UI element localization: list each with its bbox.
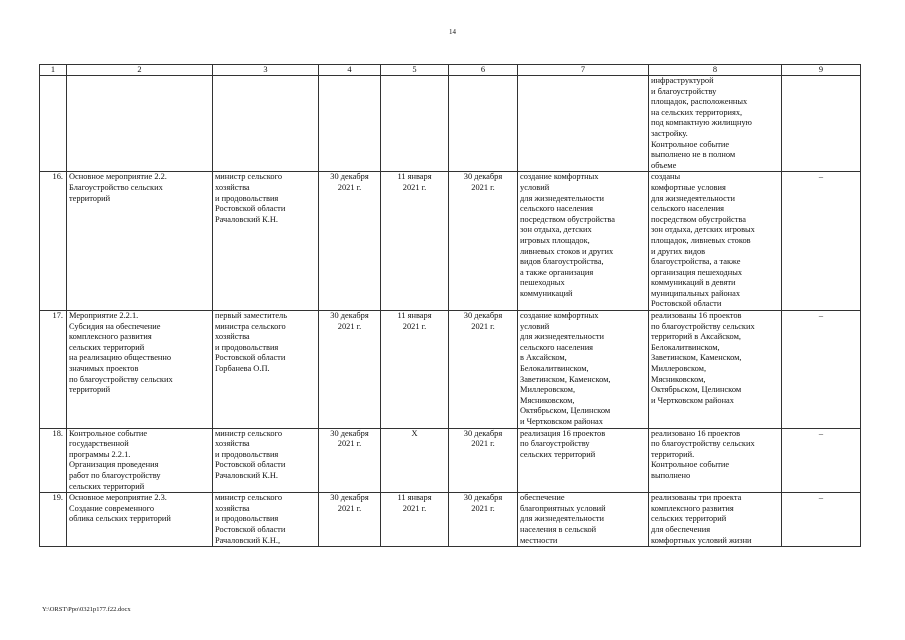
header-cell: 1 (40, 65, 67, 76)
responsible-person-cell (213, 76, 319, 172)
actual-result-cell: созданы комфортные условия для жизнедеятельности сельского населения посредством обустройства зон отдыха, детских игровых площадок, ливневых стоков и других видов благоустройства, а также организация пешеходных коммуникаций в девяти муниципальных районах Ростовской области (649, 172, 782, 311)
planned-result-cell: создание комфортных условий для жизнедеятельности сельского населения в Аксайском, Белокалитвинском, Заветинском, Каменском, Миллеровском, Мясниковском, Октябрьском, Целинском и Чертковском районах (518, 311, 649, 429)
actual-end-date-cell: 30 декабря 2021 г. (449, 172, 518, 311)
header-cell: 3 (213, 65, 319, 76)
planned-end-date-cell: 30 декабря 2021 г. (319, 493, 381, 547)
header-row (40, 65, 861, 76)
activity-name-cell: Основное мероприятие 2.3. Создание современного облика сельских территорий (67, 493, 213, 547)
actual-end-date-cell: 30 декабря 2021 г. (449, 493, 518, 547)
header-cell: 4 (319, 65, 381, 76)
actual-start-date-cell (381, 76, 449, 172)
row-number-cell: 16. (40, 172, 67, 311)
row-number-cell (40, 76, 67, 172)
activity-name-cell: Контрольное событие государственной программы 2.2.1. Организация проведения работ по благоустройству сельских территорий (67, 428, 213, 493)
actual-start-date-cell: 11 января 2021 г. (381, 493, 449, 547)
activity-name-cell (67, 76, 213, 172)
actual-end-date-cell: 30 декабря 2021 г. (449, 311, 518, 429)
file-path-footer: Y:\ORST\Ppo\0321p177.f22.docx (42, 606, 131, 613)
actual-start-date-cell: 11 января 2021 г. (381, 311, 449, 429)
planned-end-date-cell (319, 76, 381, 172)
problems-cell: – (782, 493, 861, 547)
table-row (40, 311, 861, 429)
planned-end-date-cell: 30 декабря 2021 г. (319, 172, 381, 311)
actual-start-date-cell: 11 января 2021 г. (381, 172, 449, 311)
actual-result-cell: реализованы три проекта комплексного развития сельских территорий для обеспечения комфортных условий жизни (649, 493, 782, 547)
actual-end-date-cell: 30 декабря 2021 г. (449, 428, 518, 493)
header-cell: 7 (518, 65, 649, 76)
responsible-person-cell: министр сельского хозяйства и продовольствия Ростовской области Рачаловский К.Н. (213, 172, 319, 311)
header-cell: 8 (649, 65, 782, 76)
actual-start-date-cell: Х (381, 428, 449, 493)
header-cell: 5 (381, 65, 449, 76)
planned-result-cell: обеспечение благоприятных условий для жизнедеятельности населения в сельской местности (518, 493, 649, 547)
header-cell: 9 (782, 65, 861, 76)
problems-cell (782, 76, 861, 172)
actual-end-date-cell (449, 76, 518, 172)
responsible-person-cell: министр сельского хозяйства и продовольствия Ростовской области Рачаловский К.Н. (213, 428, 319, 493)
problems-cell: – (782, 172, 861, 311)
row-number-cell: 18. (40, 428, 67, 493)
actual-result-cell: реализовано 16 проектов по благоустройству сельских территорий. Контрольное событие выполнено (649, 428, 782, 493)
activity-name-cell: Мероприятие 2.2.1. Субсидия на обеспечение комплексного развития сельских территорий на реализацию общественно значимых проектов по благоустройству сельских территорий (67, 311, 213, 429)
activity-name-cell: Основное мероприятие 2.2. Благоустройство сельских территорий (67, 172, 213, 311)
problems-cell: – (782, 311, 861, 429)
problems-cell: – (782, 428, 861, 493)
table-row (40, 493, 861, 547)
responsible-person-cell: министр сельского хозяйства и продовольствия Ростовской области Рачаловский К.Н., (213, 493, 319, 547)
actual-result-cell: инфраструктурой и благоустройству площадок, расположенных на сельских территориях, под компактную жилищную застройку. Контрольное событие выполнено не в полном объеме (649, 76, 782, 172)
planned-end-date-cell: 30 декабря 2021 г. (319, 311, 381, 429)
report-table (39, 64, 861, 547)
planned-result-cell: создание комфортных условий для жизнедеятельности сельского населения посредством обустройства зон отдыха, детских игровых площадок, ливневых стоков и других видов благоустройства, а также организация пешеходных коммуникаций (518, 172, 649, 311)
planned-end-date-cell: 30 декабря 2021 г. (319, 428, 381, 493)
page-number: 14 (449, 28, 456, 36)
responsible-person-cell: первый заместитель министра сельского хозяйства и продовольствия Ростовской области Горбанева О.П. (213, 311, 319, 429)
row-number-cell: 17. (40, 311, 67, 429)
actual-result-cell: реализованы 16 проектов по благоустройству сельских территорий в Аксайском, Белокалитвинском, Заветинском, Каменском, Миллеровском, Мясниковском, Октябрьском, Целинском и Чертковском районах (649, 311, 782, 429)
table-row (40, 76, 861, 172)
table-row (40, 428, 861, 493)
header-cell: 6 (449, 65, 518, 76)
planned-result-cell (518, 76, 649, 172)
row-number-cell: 19. (40, 493, 67, 547)
header-cell: 2 (67, 65, 213, 76)
table-row (40, 172, 861, 311)
planned-result-cell: реализация 16 проектов по благоустройству сельских территорий (518, 428, 649, 493)
